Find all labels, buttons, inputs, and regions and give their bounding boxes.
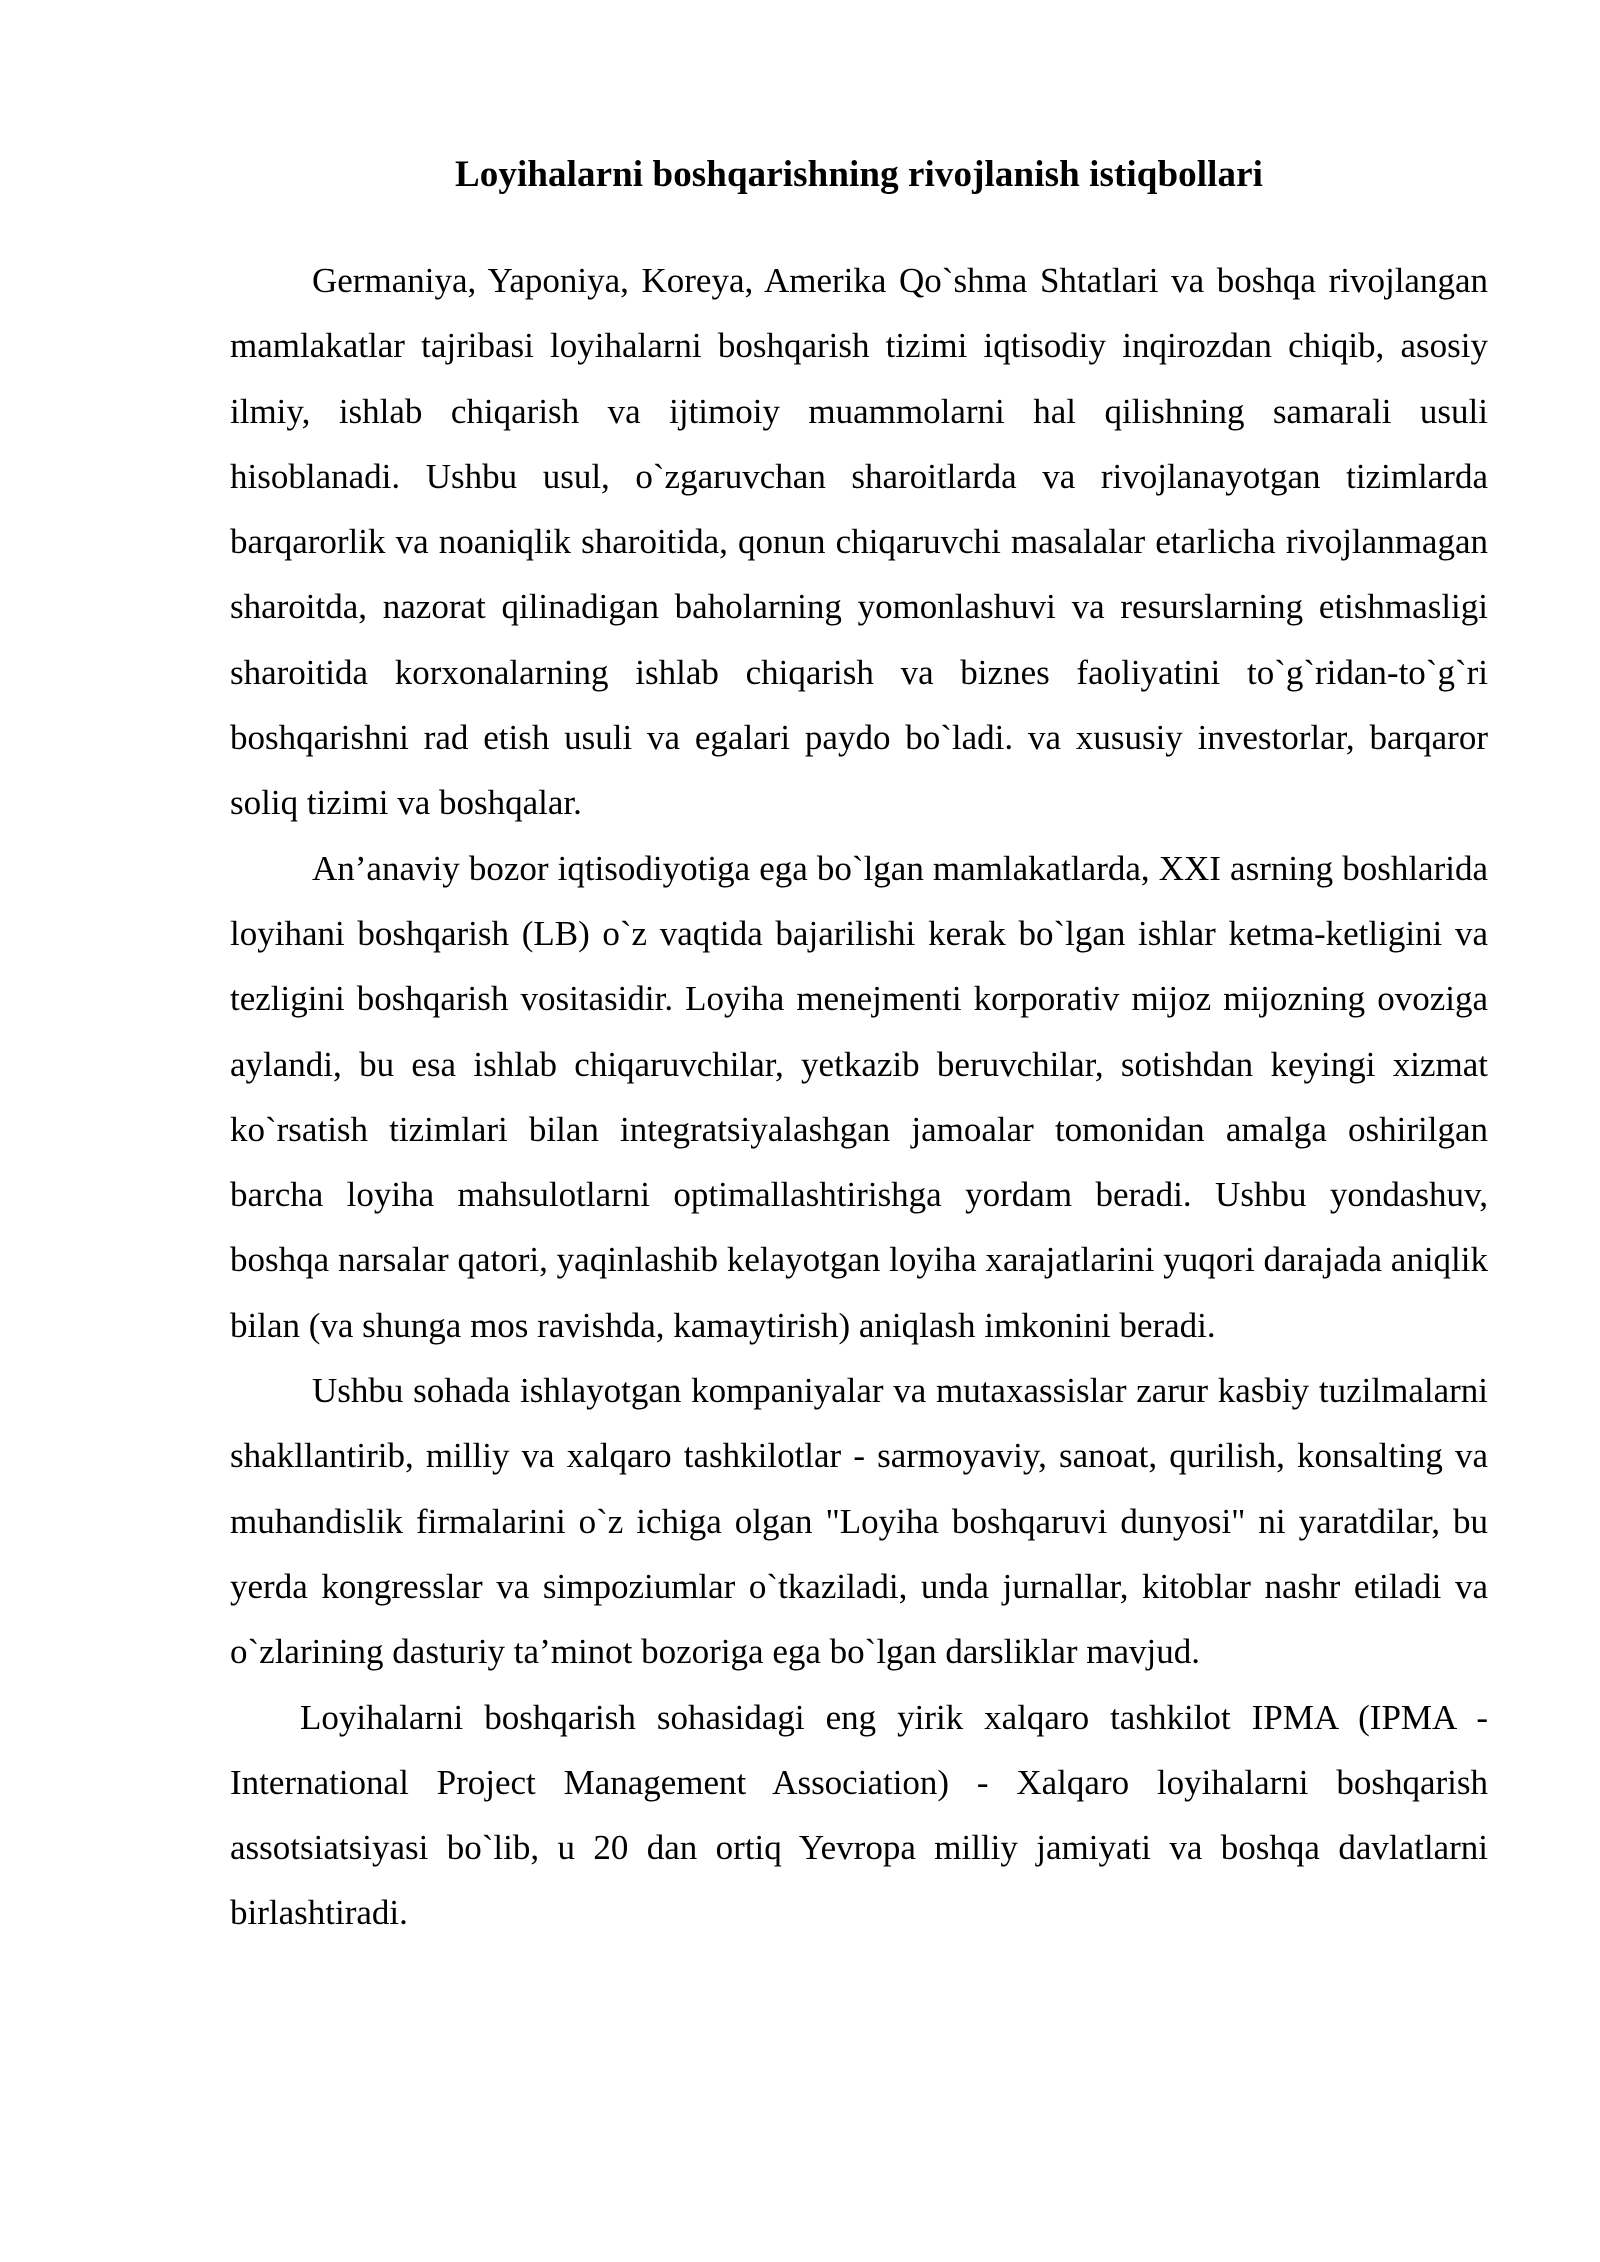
paragraph-3: Ushbu sohada ishlayotgan kompaniyalar va mutaxassislar zarur kasbiy tuzilmalarni shakllantirib, milliy va xalqaro tashkilotlar - sarmoyaviy, sanoat, qurilish, konsalting va muhandislik firmalarini o`z ichiga olgan "Loyiha boshqaruvi dunyosi" ni yaratdilar, bu yerda kongresslar va simpoziumlar o`tkaziladi, unda jurnallar, kitoblar nashr etiladi va o`zlarining dasturiy ta’minot bozoriga ega bo`lgan darsliklar mavjud.	[230, 1371, 1488, 1672]
document-body	[230, 150, 1488, 1946]
paragraph-4: Loyihalarni boshqarish sohasidagi eng yirik xalqaro tashkilot IPMA (IPMA - International Project Management Association) - Xalqaro loyihalarni boshqarish assotsiatsiyasi bo`lib, u 20 dan ortiq Yevropa milliy jamiyati va boshqa davlatlarni birlashtiradi.	[230, 1697, 1488, 1933]
paragraph-1: Germaniya, Yaponiya, Koreya, Amerika Qo`shma Shtatlari va boshqa rivojlangan mamlakatlar tajribasi loyihalarni boshqarish tizimi iqtisodiy inqirozdan chiqib, asosiy ilmiy, ishlab chiqarish va ijtimoiy muammolarni hal qilishning samarali usuli hisoblanadi. Ushbu usul, o`zgaruvchan sharoitlarda va rivojlanayotgan tizimlarda barqarorlik va noaniqlik sharoitida, qonun chiqaruvchi masalalar etarlicha rivojlanmagan sharoitda, nazorat qilinadigan baholarning yomonlashuvi va resurslarning etishmasligi sharoitida korxonalarning ishlab chiqarish va biznes faoliyatini to`g`ridan-to`g`ri boshqarishni rad etish usuli va egalari paydo bo`ladi. va xususiy investorlar, barqaror soliq tizimi va boshqalar.	[230, 261, 1488, 823]
document-title: Loyihalarni boshqarishning rivojlanish istiqbollari	[454, 154, 1264, 195]
paragraph-2: An’anaviy bozor iqtisodiyotiga ega bo`lgan mamlakatlarda, XXI asrning boshlarida loyihani boshqarish (LB) o`z vaqtida bajarilishi kerak bo`lgan ishlar ketma-ketligini va tezligini boshqarish vositasidir. Loyiha menejmenti korporativ mijoz mijozning ovoziga aylandi, bu esa ishlab chiqaruvchilar, yetkazib beruvchilar, sotishdan keyingi xizmat ko`rsatish tizimlari bilan integratsiyalashgan jamoalar tomonidan amalga oshirilgan barcha loyiha mahsulotlarni optimallashtirishga yordam beradi. Ushbu yondashuv, boshqa narsalar qatori, yaqinlashib kelayotgan loyiha xarajatlarini yuqori darajada aniqlik bilan (va shunga mos ravishda, kamaytirish) aniqlash imkonini beradi.	[230, 848, 1488, 1345]
